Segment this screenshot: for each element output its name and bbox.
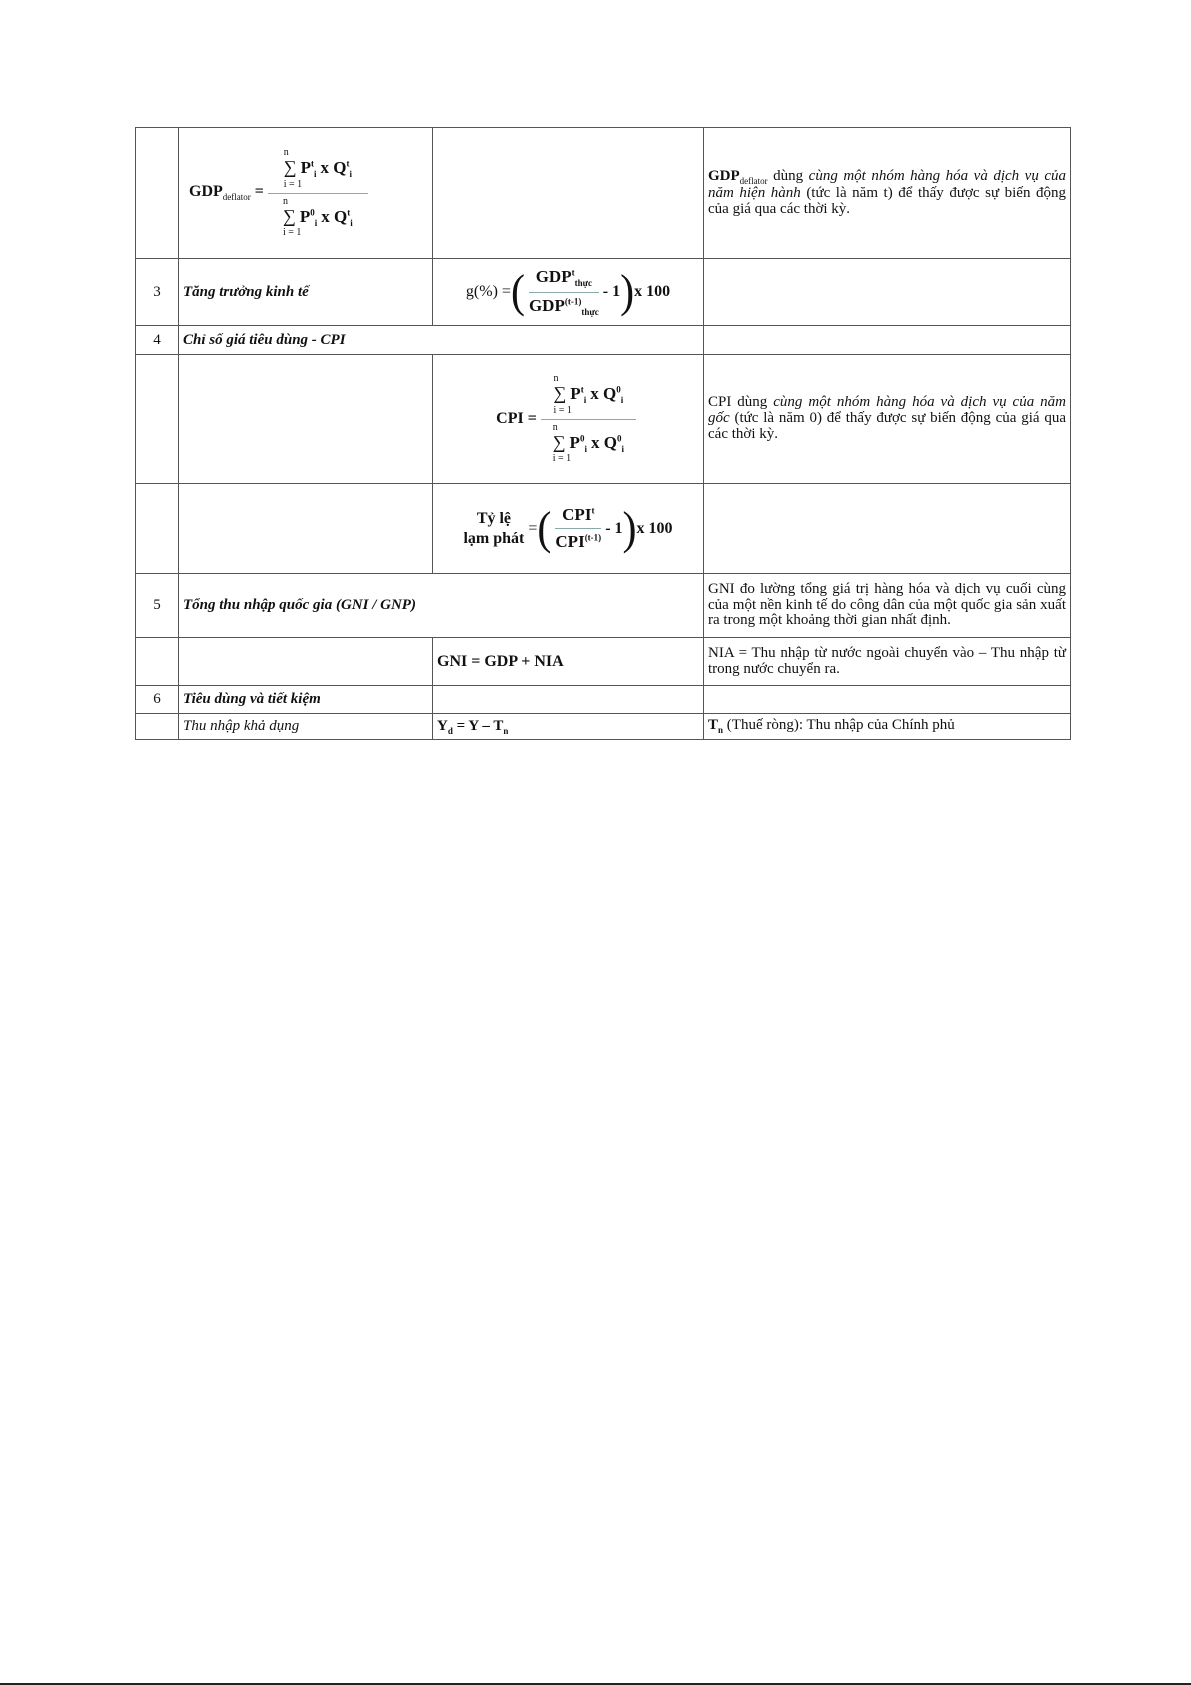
- cpi-formula-cell: [433, 355, 704, 484]
- row-title-growth: Tăng trưởng kinh tế: [179, 259, 433, 326]
- economics-formula-table: [135, 127, 1071, 740]
- table-row-inflation: [136, 484, 1071, 574]
- row-title-cpi: Chỉ số giá tiêu dùng - CPI: [179, 326, 704, 355]
- gdp-deflator-note: $GDP_{deflator}$ dùng cùng một nhóm hàng hóa và dịch vụ của năm hiện hành (tức là năm t) để thấy được sự biến động của giá qua các thời kỳ.: [704, 128, 1071, 259]
- disposable-income-formula: $Y_d = Y - T_n$: [433, 714, 704, 740]
- row-number: 4: [136, 326, 179, 355]
- empty-cell: [704, 484, 1071, 574]
- table-row-gni-formula: [136, 638, 1071, 686]
- empty-cell: [704, 326, 1071, 355]
- inflation-formula-cell: [433, 484, 704, 574]
- empty-cell: [433, 128, 704, 259]
- empty-cell: [179, 484, 433, 574]
- empty-cell: [704, 259, 1071, 326]
- row-number: 5: [136, 574, 179, 638]
- gdp-deflator-fraction: [268, 148, 368, 237]
- row-title-consumption: Tiêu dùng và tiết kiệm: [179, 686, 433, 714]
- growth-formula: g(%) = ( $\frac{GDP^t_{thực}}{GDP^{(t-1)}_{thực}}$ - 1 ) x 100: [465, 266, 671, 318]
- table-row-consumption: [136, 686, 1071, 714]
- table-row-growth: [136, 259, 1071, 326]
- gdp-deflator-formula-cell: [179, 128, 433, 259]
- cpi-note: CPI dùng cùng một nhóm hàng hóa và dịch vụ của năm gốc (tức là năm 0) để thấy được sự biến động của giá qua các thời kỳ.: [704, 355, 1071, 484]
- table-row-gni: [136, 574, 1071, 638]
- empty-cell: [179, 638, 433, 686]
- gni-note: GNI đo lường tổng giá trị hàng hóa và dịch vụ cuối cùng của một nền kinh tế do công dân của một quốc gia sản xuất ra trong một khoảng thời gian nhất định.: [704, 574, 1071, 638]
- gdp-deflator-numerator: n ∑ $P^t_i$ x $Q^t_i$ i = 1: [283, 147, 353, 190]
- table-row-disposable-income: [136, 714, 1071, 740]
- empty-cell: [136, 484, 179, 574]
- inflation-formula: Tỷ lệ lạm phát = ( $\frac{CPI^t}{CPI^{(t-1)}}$ - 1 ) x 100: [463, 503, 673, 554]
- nia-note: NIA = Thu nhập từ nước ngoài chuyển vào – Thu nhập từ trong nước chuyển ra.: [704, 638, 1071, 686]
- empty-cell: [136, 714, 179, 740]
- gdp-deflator-lhs: $GDP_{deflator}$ =: [189, 183, 264, 203]
- row-number-cell: [136, 128, 179, 259]
- empty-cell: [433, 686, 704, 714]
- table-row-gdp-deflator: [136, 128, 1071, 259]
- table-row-cpi: [136, 355, 1071, 484]
- empty-cell: [136, 638, 179, 686]
- row-title-gni: Tổng thu nhập quốc gia (GNI / GNP): [179, 574, 704, 638]
- row-number: 3: [136, 259, 179, 326]
- empty-cell: [704, 686, 1071, 714]
- fraction-line: [268, 193, 368, 194]
- gdp-deflator-denominator: n ∑ $P^0_i$ x $Q^t_i$ i = 1: [283, 195, 353, 238]
- net-tax-note: $T_n$ (Thuế ròng): Thu nhập của Chính phủ: [704, 714, 1071, 740]
- empty-cell: [136, 355, 179, 484]
- growth-formula-cell: [433, 259, 704, 326]
- gni-formula: GNI = GDP + NIA: [433, 638, 704, 686]
- table-row-cpi-header: [136, 326, 1071, 355]
- cpi-formula: CPI = n ∑ $P^t_i$ x $Q^0_i$ i = 1 n ∑ $P^0_i$ x $Q^0_i$ i = 1: [437, 374, 699, 463]
- empty-cell: [179, 355, 433, 484]
- disposable-income-label: Thu nhập khả dụng: [179, 714, 433, 740]
- row-number: 6: [136, 686, 179, 714]
